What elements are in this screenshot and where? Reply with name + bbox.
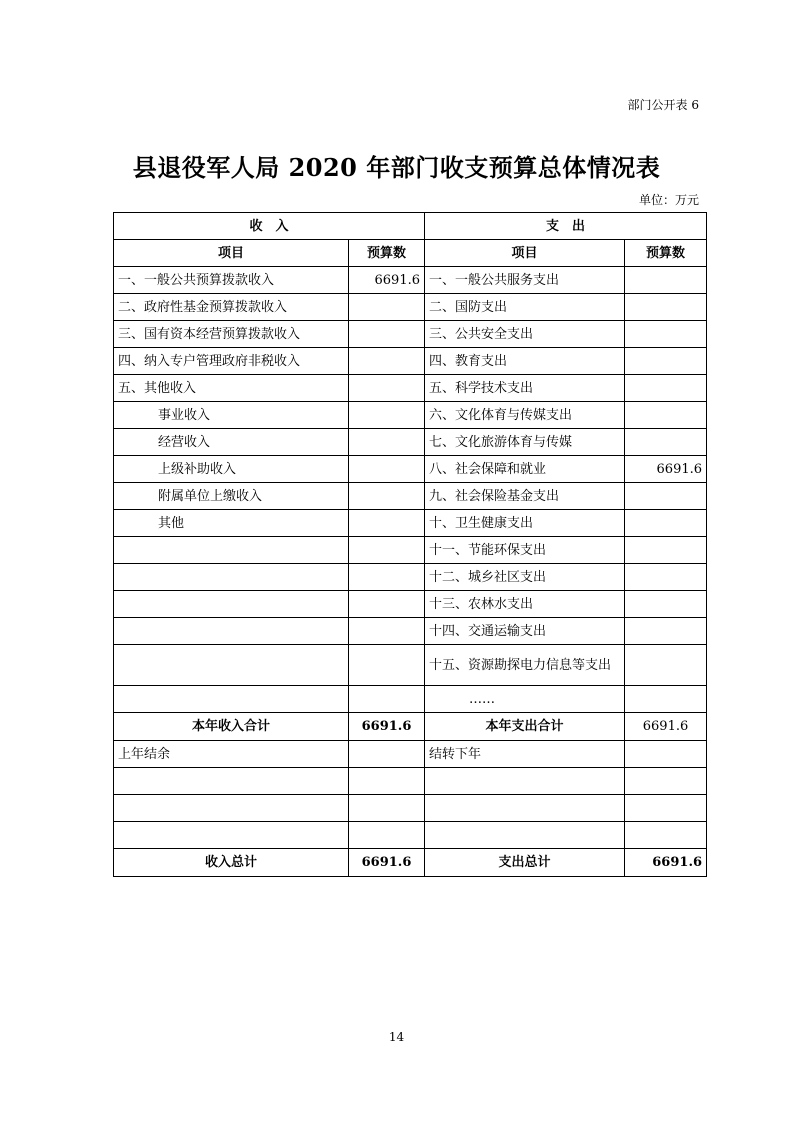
income-budget-cell <box>349 618 425 645</box>
carry-out-label: 结转下年 <box>425 741 625 768</box>
blank-cell <box>114 768 349 795</box>
income-item-cell <box>114 686 349 713</box>
blank-cell <box>114 822 349 849</box>
table-row <box>114 321 707 348</box>
carry-over-row <box>114 741 707 768</box>
income-grand-total-label: 收入总计 <box>114 849 349 877</box>
blank-cell <box>625 768 707 795</box>
income-item-header: 项目 <box>114 240 349 267</box>
income-section-header: 收 入 <box>114 213 425 240</box>
expense-budget-cell <box>625 429 707 456</box>
year-income-total-value: 6691.6 <box>349 713 425 741</box>
expense-item-cell: 十一、节能环保支出 <box>425 537 625 564</box>
expense-budget-cell <box>625 348 707 375</box>
blank-cell <box>425 795 625 822</box>
table-row <box>114 456 707 483</box>
blank-cell <box>425 768 625 795</box>
table-row <box>114 510 707 537</box>
expense-budget-cell <box>625 267 707 294</box>
income-budget-cell: 6691.6 <box>349 267 425 294</box>
table-row <box>114 618 707 645</box>
blank-cell <box>625 795 707 822</box>
table-row <box>114 375 707 402</box>
blank-row <box>114 822 707 849</box>
expense-budget-cell <box>625 564 707 591</box>
income-item-cell <box>114 591 349 618</box>
expense-item-cell: 三、公共安全支出 <box>425 321 625 348</box>
expense-item-cell: 一、一般公共服务支出 <box>425 267 625 294</box>
table-row <box>114 645 707 686</box>
income-item-cell: 四、纳入专户管理政府非税收入 <box>114 348 349 375</box>
table-row <box>114 564 707 591</box>
income-item-cell: 经营收入 <box>114 429 349 456</box>
income-budget-cell <box>349 375 425 402</box>
carry-in-label: 上年结余 <box>114 741 349 768</box>
expense-budget-cell <box>625 402 707 429</box>
year-income-total-label: 本年收入合计 <box>114 713 349 741</box>
carry-in-value <box>349 741 425 768</box>
income-budget-cell <box>349 483 425 510</box>
expense-item-cell: 五、科学技术支出 <box>425 375 625 402</box>
expense-budget-cell <box>625 483 707 510</box>
income-budget-cell <box>349 348 425 375</box>
income-budget-cell <box>349 686 425 713</box>
income-budget-cell <box>349 537 425 564</box>
table-row <box>114 348 707 375</box>
income-item-cell <box>114 564 349 591</box>
page-number: 14 <box>388 1030 405 1044</box>
expense-budget-cell <box>625 591 707 618</box>
blank-cell <box>349 795 425 822</box>
income-budget-cell <box>349 456 425 483</box>
expense-item-cell: 十、卫生健康支出 <box>425 510 625 537</box>
income-item-cell: 二、政府性基金预算拨款收入 <box>114 294 349 321</box>
table-row <box>114 294 707 321</box>
expense-item-cell: 七、文化旅游体育与传媒 <box>425 429 625 456</box>
income-budget-header: 预算数 <box>349 240 425 267</box>
grand-total-row <box>114 849 707 877</box>
expense-item-cell: 十三、农林水支出 <box>425 591 625 618</box>
blank-cell <box>425 822 625 849</box>
table-row <box>114 591 707 618</box>
expense-item-cell: 十二、城乡社区支出 <box>425 564 625 591</box>
income-item-cell: 五、其他收入 <box>114 375 349 402</box>
table-row <box>114 686 707 713</box>
blank-row <box>114 795 707 822</box>
section-header-row <box>114 213 707 240</box>
blank-cell <box>625 822 707 849</box>
income-item-cell: 上级补助收入 <box>114 456 349 483</box>
expense-budget-cell <box>625 618 707 645</box>
expense-item-header: 项目 <box>425 240 625 267</box>
income-item-cell: 一、一般公共预算拨款收入 <box>114 267 349 294</box>
expense-grand-total-value: 6691.6 <box>625 849 707 877</box>
income-budget-cell <box>349 510 425 537</box>
expense-item-cell: 十五、资源勘探电力信息等支出 <box>425 645 625 686</box>
year-expense-total-label: 本年支出合计 <box>425 713 625 741</box>
income-budget-cell <box>349 321 425 348</box>
year-total-row <box>114 713 707 741</box>
table-row <box>114 267 707 294</box>
blank-cell <box>349 822 425 849</box>
expense-item-cell: …… <box>425 686 625 713</box>
column-header-row <box>114 240 707 267</box>
expense-budget-cell <box>625 510 707 537</box>
expense-budget-cell <box>625 645 707 686</box>
expense-budget-cell <box>625 294 707 321</box>
expense-item-cell: 四、教育支出 <box>425 348 625 375</box>
budget-table <box>113 212 707 877</box>
income-item-cell: 事业收入 <box>114 402 349 429</box>
table-row <box>114 483 707 510</box>
table-row <box>114 537 707 564</box>
income-budget-cell <box>349 294 425 321</box>
expense-item-cell: 八、社会保障和就业 <box>425 456 625 483</box>
expense-item-cell: 九、社会保险基金支出 <box>425 483 625 510</box>
expense-budget-header: 预算数 <box>625 240 707 267</box>
income-item-cell <box>114 618 349 645</box>
expense-budget-cell <box>625 321 707 348</box>
income-budget-cell <box>349 591 425 618</box>
income-grand-total-value: 6691.6 <box>349 849 425 877</box>
income-item-cell: 附属单位上缴收入 <box>114 483 349 510</box>
expense-item-cell: 十四、交通运输支出 <box>425 618 625 645</box>
year-expense-total-value: 6691.6 <box>625 713 707 741</box>
expense-grand-total-label: 支出总计 <box>425 849 625 877</box>
expense-budget-cell <box>625 375 707 402</box>
blank-row <box>114 768 707 795</box>
table-row <box>114 429 707 456</box>
expense-item-cell: 二、国防支出 <box>425 294 625 321</box>
table-row <box>114 402 707 429</box>
blank-cell <box>349 768 425 795</box>
expense-budget-cell <box>625 686 707 713</box>
income-budget-cell <box>349 645 425 686</box>
document-label: 部门公开表 6 <box>627 98 699 112</box>
carry-out-value <box>625 741 707 768</box>
blank-cell <box>114 795 349 822</box>
expense-item-cell: 六、文化体育与传媒支出 <box>425 402 625 429</box>
income-item-cell <box>114 645 349 686</box>
income-budget-cell <box>349 429 425 456</box>
income-item-cell <box>114 537 349 564</box>
income-budget-cell <box>349 564 425 591</box>
expense-budget-cell <box>625 537 707 564</box>
page-title: 县退役军人局 2020 年部门收支预算总体情况表 <box>132 153 661 182</box>
expense-budget-cell: 6691.6 <box>625 456 707 483</box>
unit-label: 单位：万元 <box>638 193 699 207</box>
income-budget-cell <box>349 402 425 429</box>
expense-section-header: 支 出 <box>425 213 707 240</box>
income-item-cell: 三、国有资本经营预算拨款收入 <box>114 321 349 348</box>
income-item-cell: 其他 <box>114 510 349 537</box>
